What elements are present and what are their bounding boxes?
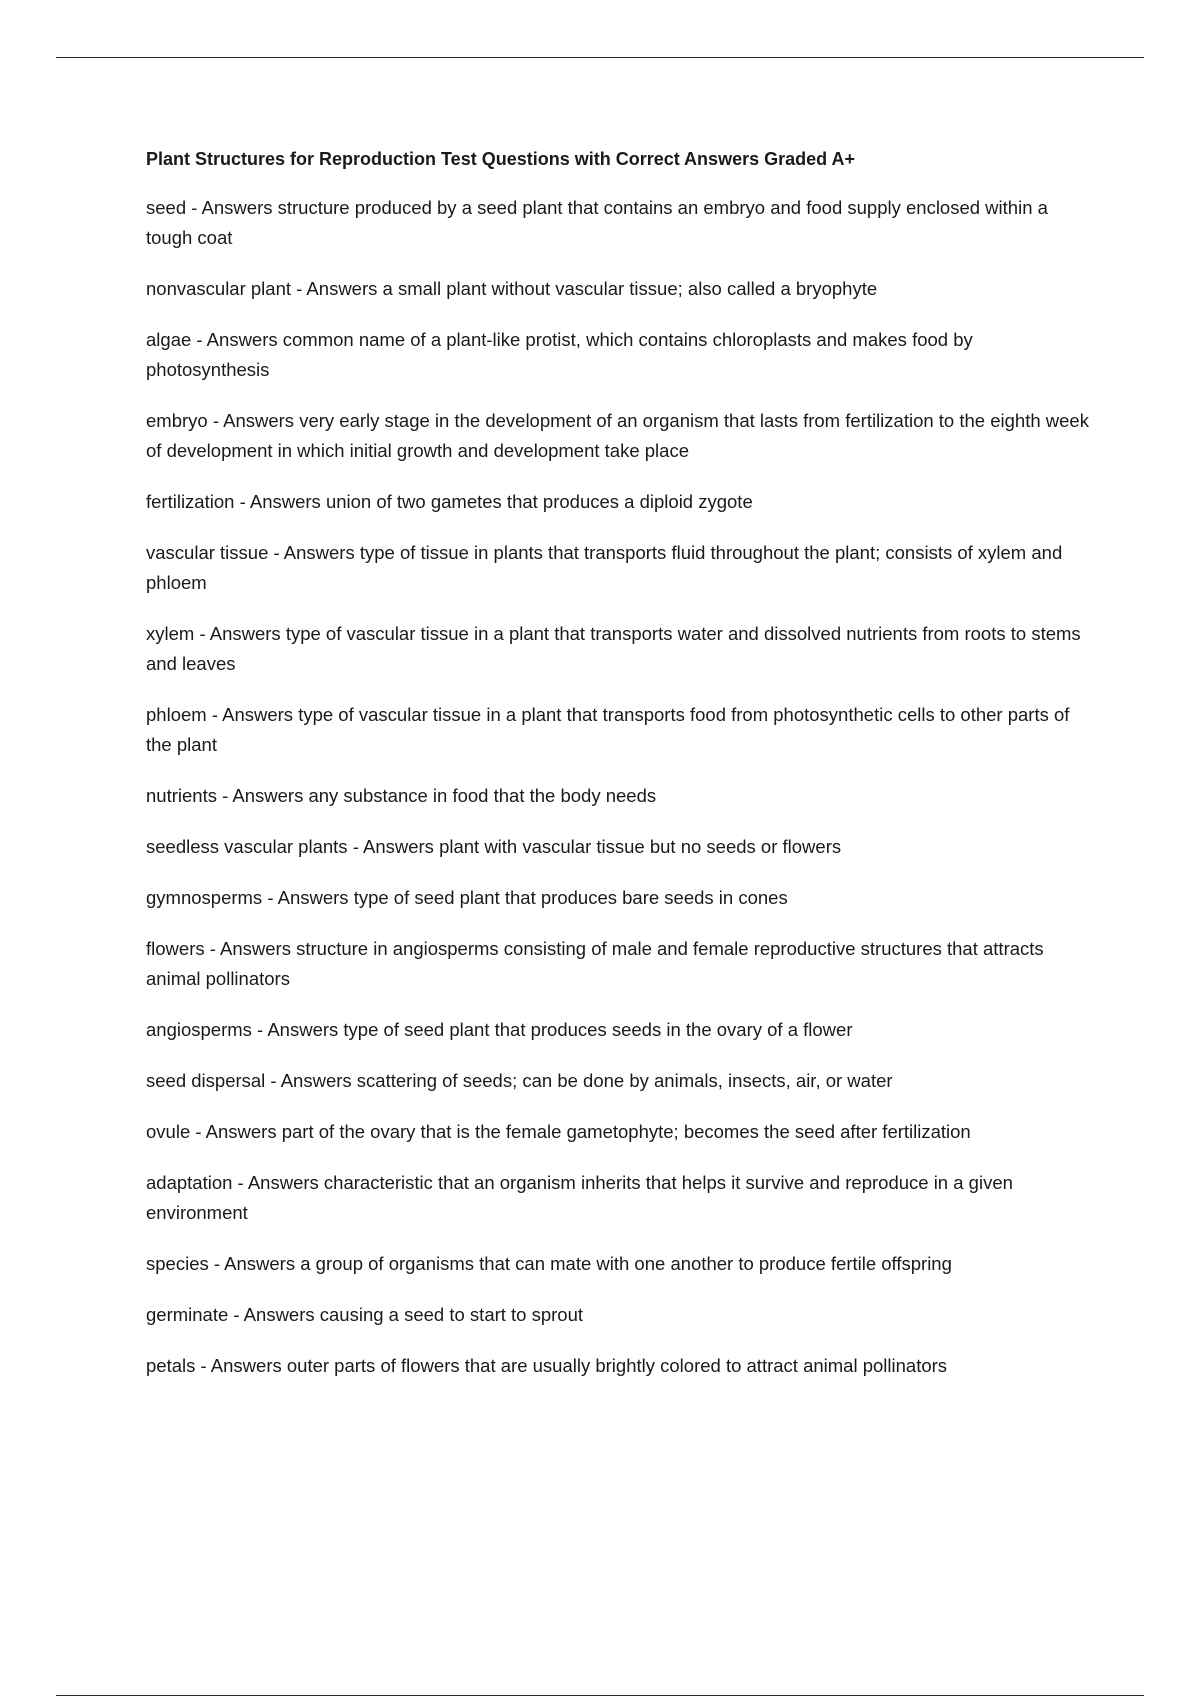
definition-entry bbox=[146, 832, 1090, 862]
top-rule bbox=[56, 57, 1144, 58]
entry-term: fertilization bbox=[146, 491, 235, 512]
entry-term: xylem bbox=[146, 623, 195, 644]
entry-separator: - Answers bbox=[216, 785, 309, 806]
definition-entry bbox=[146, 1066, 1090, 1096]
entry-separator: - Answers bbox=[262, 887, 354, 908]
entry-term: petals bbox=[146, 1355, 196, 1376]
entry-definition: common name of a plant-like protist, which contains chloroplasts and makes food by photosynthesis bbox=[146, 329, 973, 380]
entry-separator: - Answers bbox=[208, 1253, 301, 1274]
definition-list bbox=[146, 193, 1090, 1381]
entry-term: flowers bbox=[146, 938, 205, 959]
entry-separator: - Answers bbox=[190, 1121, 282, 1142]
definition-entry bbox=[146, 538, 1090, 598]
definition-entry bbox=[146, 1351, 1090, 1381]
entry-definition: any substance in food that the body needs bbox=[308, 785, 657, 806]
entry-separator: - Answers bbox=[191, 329, 283, 350]
entry-definition: very early stage in the development of an organism that lasts from fertilization to the eighth week of development in which initial growth and development take place bbox=[146, 410, 1089, 461]
entry-separator: - Answers bbox=[265, 1070, 357, 1091]
entry-separator: - Answers bbox=[268, 542, 360, 563]
entry-term: nutrients bbox=[146, 785, 217, 806]
document-body bbox=[146, 144, 1090, 1402]
entry-definition: type of tissue in plants that transports fluid throughout the plant; consists of xylem and phloem bbox=[146, 542, 1063, 593]
entry-definition: union of two gametes that produces a diploid zygote bbox=[325, 491, 753, 512]
definition-entry bbox=[146, 1300, 1090, 1330]
entry-separator: - Answers bbox=[291, 278, 383, 299]
definition-entry bbox=[146, 1117, 1090, 1147]
definition-entry bbox=[146, 1168, 1090, 1228]
entry-term: nonvascular plant bbox=[146, 278, 292, 299]
entry-separator: - Answers bbox=[186, 197, 278, 218]
definition-entry bbox=[146, 1249, 1090, 1279]
entry-definition: a small plant without vascular tissue; also called a bryophyte bbox=[382, 278, 878, 299]
definition-entry bbox=[146, 406, 1090, 466]
entry-term: ovule bbox=[146, 1121, 191, 1142]
entry-separator: - Answers bbox=[195, 1355, 287, 1376]
entry-separator: - Answers bbox=[232, 1172, 324, 1193]
entry-definition: plant with vascular tissue but no seeds or flowers bbox=[439, 836, 842, 857]
entry-definition: structure produced by a seed plant that contains an embryo and food supply enclosed within a tough coat bbox=[146, 197, 1048, 248]
entry-term: embryo bbox=[146, 410, 208, 431]
entry-separator: - Answers bbox=[347, 836, 440, 857]
definition-entry bbox=[146, 883, 1090, 913]
definition-entry bbox=[146, 325, 1090, 385]
entry-definition: type of vascular tissue in a plant that transports food from photosynthetic cells to other parts of the plant bbox=[146, 704, 1070, 755]
definition-entry bbox=[146, 193, 1090, 253]
entry-definition: a group of organisms that can mate with one another to produce fertile offspring bbox=[300, 1253, 952, 1274]
entry-term: species bbox=[146, 1253, 209, 1274]
entry-term: germinate bbox=[146, 1304, 229, 1325]
entry-separator: - Answers bbox=[204, 938, 297, 959]
entry-term: seed bbox=[146, 197, 187, 218]
entry-definition: causing a seed to start to sprout bbox=[319, 1304, 584, 1325]
entry-definition: type of seed plant that produces seeds in the ovary of a flower bbox=[343, 1019, 853, 1040]
definition-entry bbox=[146, 700, 1090, 760]
entry-separator: - Answers bbox=[206, 704, 299, 725]
entry-definition: characteristic that an organism inherits that helps it survive and reproduce in a given environment bbox=[146, 1172, 1013, 1223]
entry-term: vascular tissue bbox=[146, 542, 269, 563]
entry-definition: outer parts of flowers that are usually brightly colored to attract animal pollinators bbox=[286, 1355, 948, 1376]
entry-definition: scattering of seeds; can be done by animals, insects, air, or water bbox=[356, 1070, 893, 1091]
entry-separator: - Answers bbox=[207, 410, 300, 431]
entry-definition: type of seed plant that produces bare seeds in cones bbox=[353, 887, 788, 908]
entry-term: angiosperms bbox=[146, 1019, 252, 1040]
entry-definition: type of vascular tissue in a plant that transports water and dissolved nutrients from roots to stems and leaves bbox=[146, 623, 1081, 674]
entry-term: seed dispersal bbox=[146, 1070, 266, 1091]
entry-term: adaptation bbox=[146, 1172, 233, 1193]
entry-separator: - Answers bbox=[194, 623, 286, 644]
definition-entry bbox=[146, 274, 1090, 304]
entry-term: algae bbox=[146, 329, 192, 350]
entry-separator: - Answers bbox=[234, 491, 326, 512]
definition-entry bbox=[146, 487, 1090, 517]
definition-entry bbox=[146, 619, 1090, 679]
entry-term: seedless vascular plants bbox=[146, 836, 348, 857]
document-title: Plant Structures for Reproduction Test Questions with Correct Answers Graded A+ bbox=[146, 149, 855, 169]
definition-entry bbox=[146, 934, 1090, 994]
entry-term: phloem bbox=[146, 704, 207, 725]
entry-definition: part of the ovary that is the female gametophyte; becomes the seed after fertilization bbox=[281, 1121, 971, 1142]
definition-entry bbox=[146, 781, 1090, 811]
definition-entry bbox=[146, 1015, 1090, 1045]
entry-separator: - Answers bbox=[251, 1019, 344, 1040]
bottom-rule bbox=[56, 1695, 1144, 1696]
entry-term: gymnosperms bbox=[146, 887, 263, 908]
entry-separator: - Answers bbox=[228, 1304, 320, 1325]
entry-definition: structure in angiosperms consisting of male and female reproductive structures that attracts animal pollinators bbox=[146, 938, 1044, 989]
